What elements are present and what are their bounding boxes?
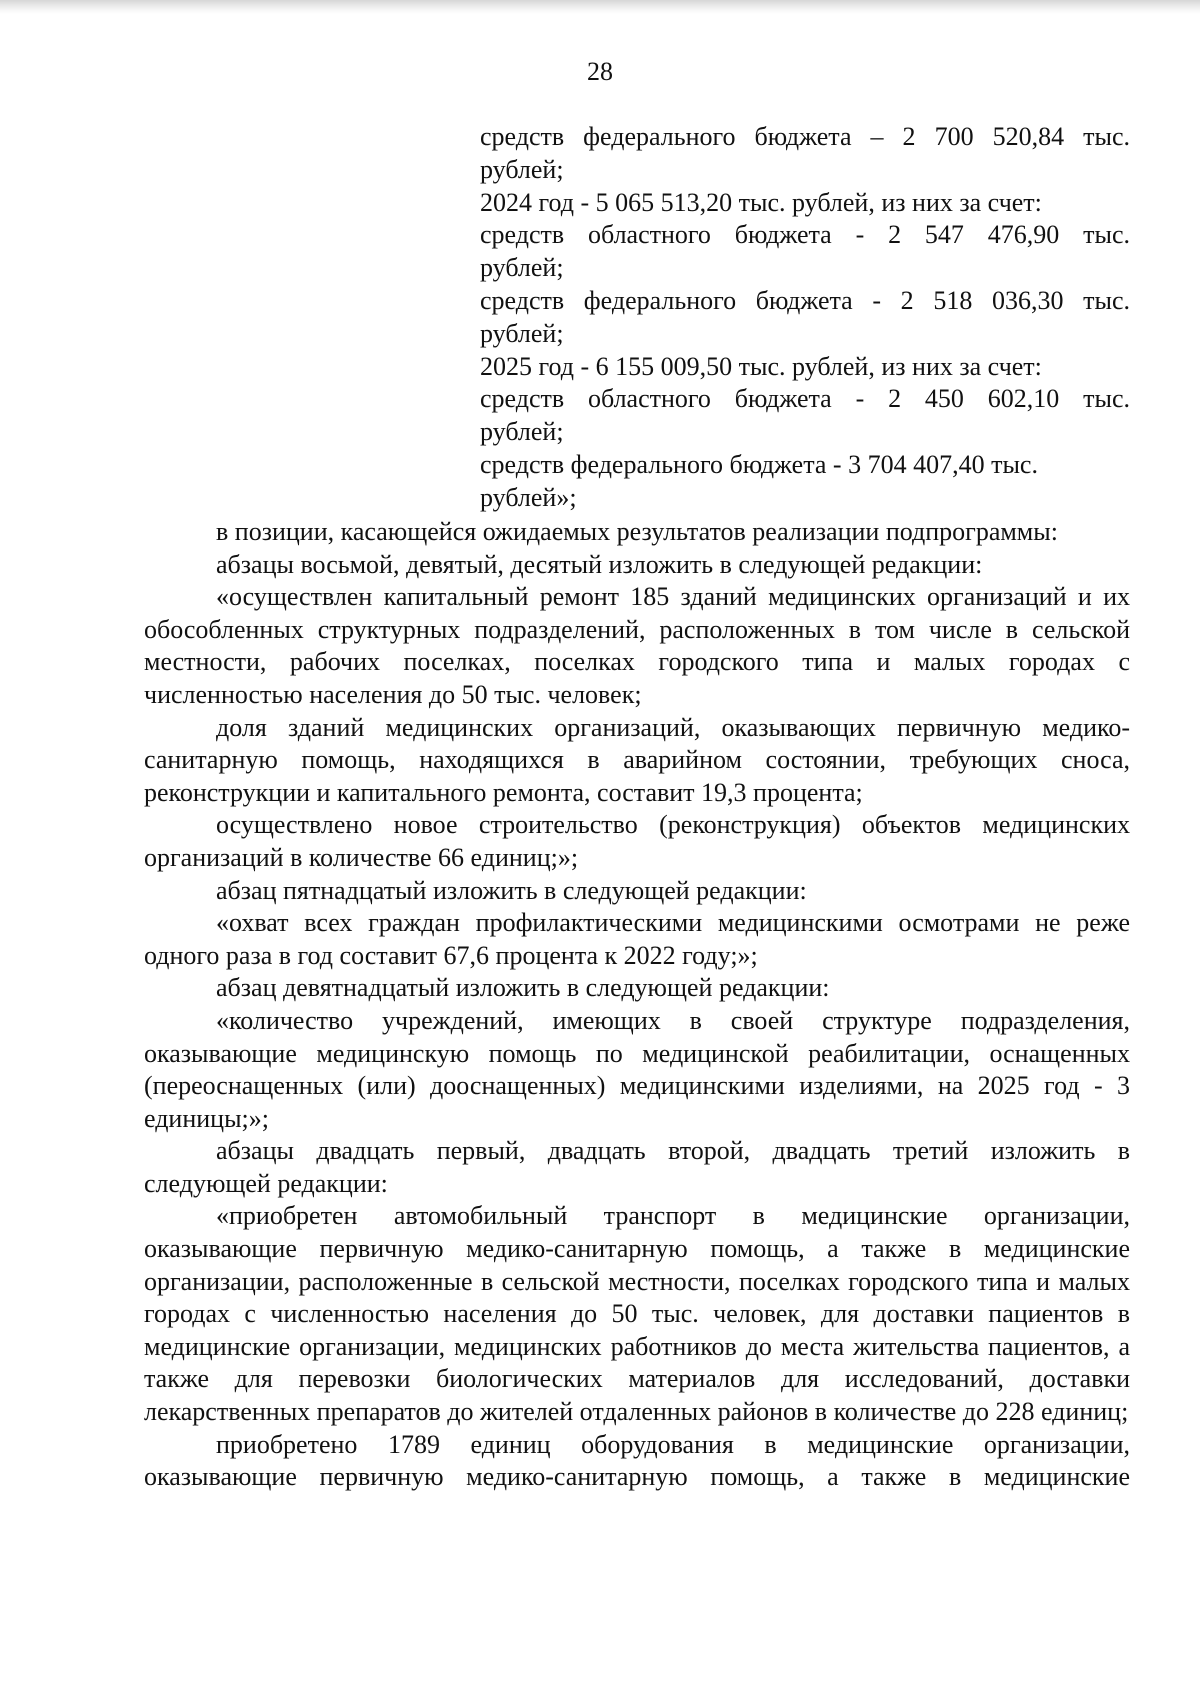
funding-line: рублей;: [480, 253, 564, 283]
funding-line: средств областного бюджета - 2 450 602,10 тыс.: [480, 384, 1130, 414]
paragraph: абзац девятнадцатый изложить в следующей редакции:: [216, 973, 830, 1003]
funding-line: рублей;: [480, 417, 564, 447]
paragraph: в позиции, касающейся ожидаемых результатов реализации подпрограммы:: [216, 517, 1058, 546]
paragraph: приобретено 1789 единиц оборудования в медицинские организации, оказывающие первичную медико-санитарную помощь, а также в медицинские: [144, 1429, 1130, 1492]
funding-line: средств федерального бюджета – 2 700 520,84 тыс.: [480, 122, 1130, 151]
paragraph: «приобретен автомобильный транспорт в медицинские организации, оказывающие первичную медико-санитарную помощь, а также в медицинские организации, расположенные в сельской местности, поселках городского типа и малых городах с численностью населения до 50 тыс. человек, для доставки пациентов в медицинские организации, медицинских работников до места жительства пациентов, а также для перевозки биологических материалов для исследований, доставки лекарственных препаратов до жителей отдаленных районов в количестве до 228 единиц;: [144, 1201, 1130, 1427]
paragraph: доля зданий медицинских организаций, оказывающих первичную медико-санитарную помощь, находящихся в аварийном состоянии, требующих сноса, реконструкции и капитального ремонта, составит 19,3 процента;: [144, 712, 1130, 807]
funding-line: рублей;: [480, 318, 564, 348]
funding-line: 2024 год - 5 065 513,20 тыс. рублей, из них за счет:: [480, 187, 1042, 217]
paragraph: осуществлено новое строительство (реконструкция) объектов медицинских организаций в количестве 66 единиц;»;: [144, 810, 1130, 872]
scan-edge-shadow: [0, 0, 1200, 14]
paragraph: абзацы двадцать первый, двадцать второй, двадцать третий изложить в следующей редакции:: [144, 1136, 1130, 1198]
paragraph: абзацы восьмой, девятый, десятый изложить в следующей редакции:: [216, 549, 983, 579]
paragraph: «количество учреждений, имеющих в своей структуре подразделения, оказывающие медицинскую помощь по медицинской реабилитации, оснащенных (переоснащенных (или) дооснащенных) медицинскими изделиями, на 2025 год - 3 единицы;»;: [144, 1005, 1130, 1133]
funding-line: рублей;: [480, 154, 564, 184]
funding-line: средств федерального бюджета - 2 518 036,30 тыс.: [480, 285, 1130, 315]
paragraph: «осуществлен капитальный ремонт 185 зданий медицинских организаций и их обособленных структурных подразделений, расположенных в том числе в сельской местности, рабочих поселках, поселках городского типа и малых городах с численностью населения до 50 тыс. человек;: [144, 582, 1130, 709]
funding-line: 2025 год - 6 155 009,50 тыс. рублей, из них за счет:: [480, 351, 1042, 381]
page-number: 28: [587, 57, 613, 86]
funding-block: [480, 121, 1130, 515]
funding-line: рублей»;: [480, 482, 577, 512]
funding-line: средств федерального бюджета - 3 704 407,40 тыс.: [480, 449, 1038, 479]
funding-line: средств областного бюджета - 2 547 476,90 тыс.: [480, 220, 1130, 250]
paragraph: абзац пятнадцатый изложить в следующей редакции:: [216, 875, 807, 905]
paragraph: «охват всех граждан профилактическими медицинскими осмотрами не реже одного раза в год составит 67,6 процента к 2022 году;»;: [144, 908, 1130, 970]
main-text: [144, 516, 1130, 1494]
